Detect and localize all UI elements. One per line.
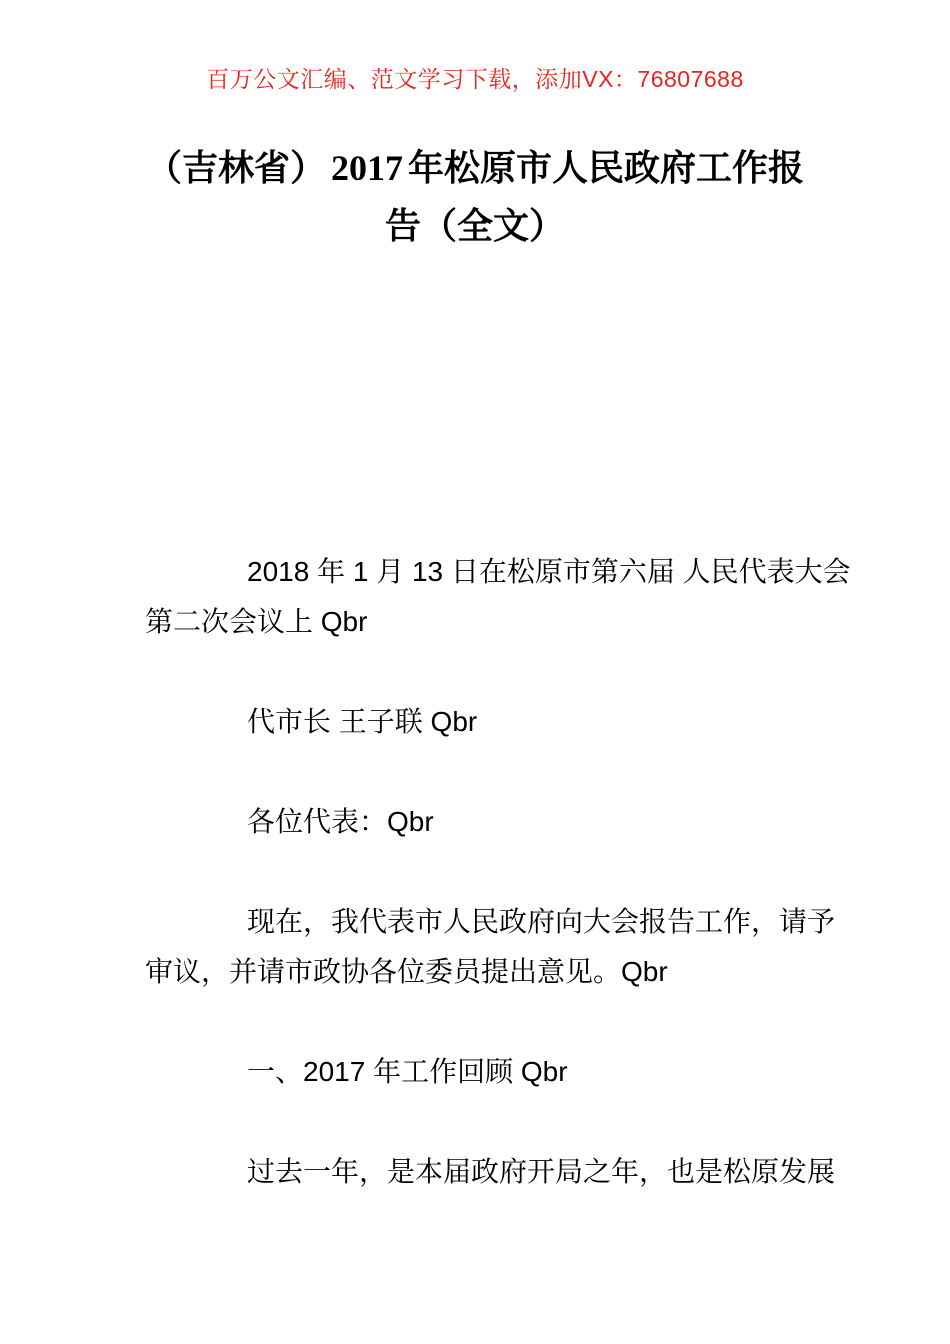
paragraph-line: 审议，并请市政协各位委员提出意见。Qbr — [145, 956, 668, 987]
paragraph-line: 2018 年 1 月 13 日在松原市第六届 人民代表大会 — [247, 556, 851, 587]
paragraph-session-info — [145, 547, 851, 647]
paragraph-line: 各位代表：Qbr — [247, 806, 434, 837]
paragraph-line: 现在，我代表市人民政府向大会报告工作，请予 — [247, 906, 836, 937]
heading-section-one — [145, 1047, 815, 1097]
paragraph-review-intro — [145, 1147, 836, 1197]
document-body — [145, 547, 851, 1247]
paragraph-salutation — [145, 797, 815, 847]
promo-banner: 百万公文汇编、范文学习下载，添加VX：76807688 — [206, 66, 744, 92]
title-year-number: 2017 — [331, 148, 403, 188]
paragraph-line: 过去一年，是本届政府开局之年，也是松原发展 — [247, 1156, 836, 1187]
paragraph-line: 代市长 王子联 Qbr — [247, 706, 478, 737]
paragraph-line: 一、2017 年工作回顾 Qbr — [247, 1056, 568, 1087]
paragraph-line: 第二次会议上 Qbr — [145, 606, 368, 637]
title-line-1-suffix: 年松原市人民政府工作报 — [408, 147, 805, 188]
paragraph-opening — [145, 897, 836, 997]
paragraph-speaker — [145, 697, 815, 747]
title-line-1 — [0, 139, 950, 197]
title-line-2: 告（全文） — [384, 205, 565, 246]
page-title — [0, 139, 950, 254]
title-line-1-prefix: （吉林省） — [145, 147, 326, 188]
